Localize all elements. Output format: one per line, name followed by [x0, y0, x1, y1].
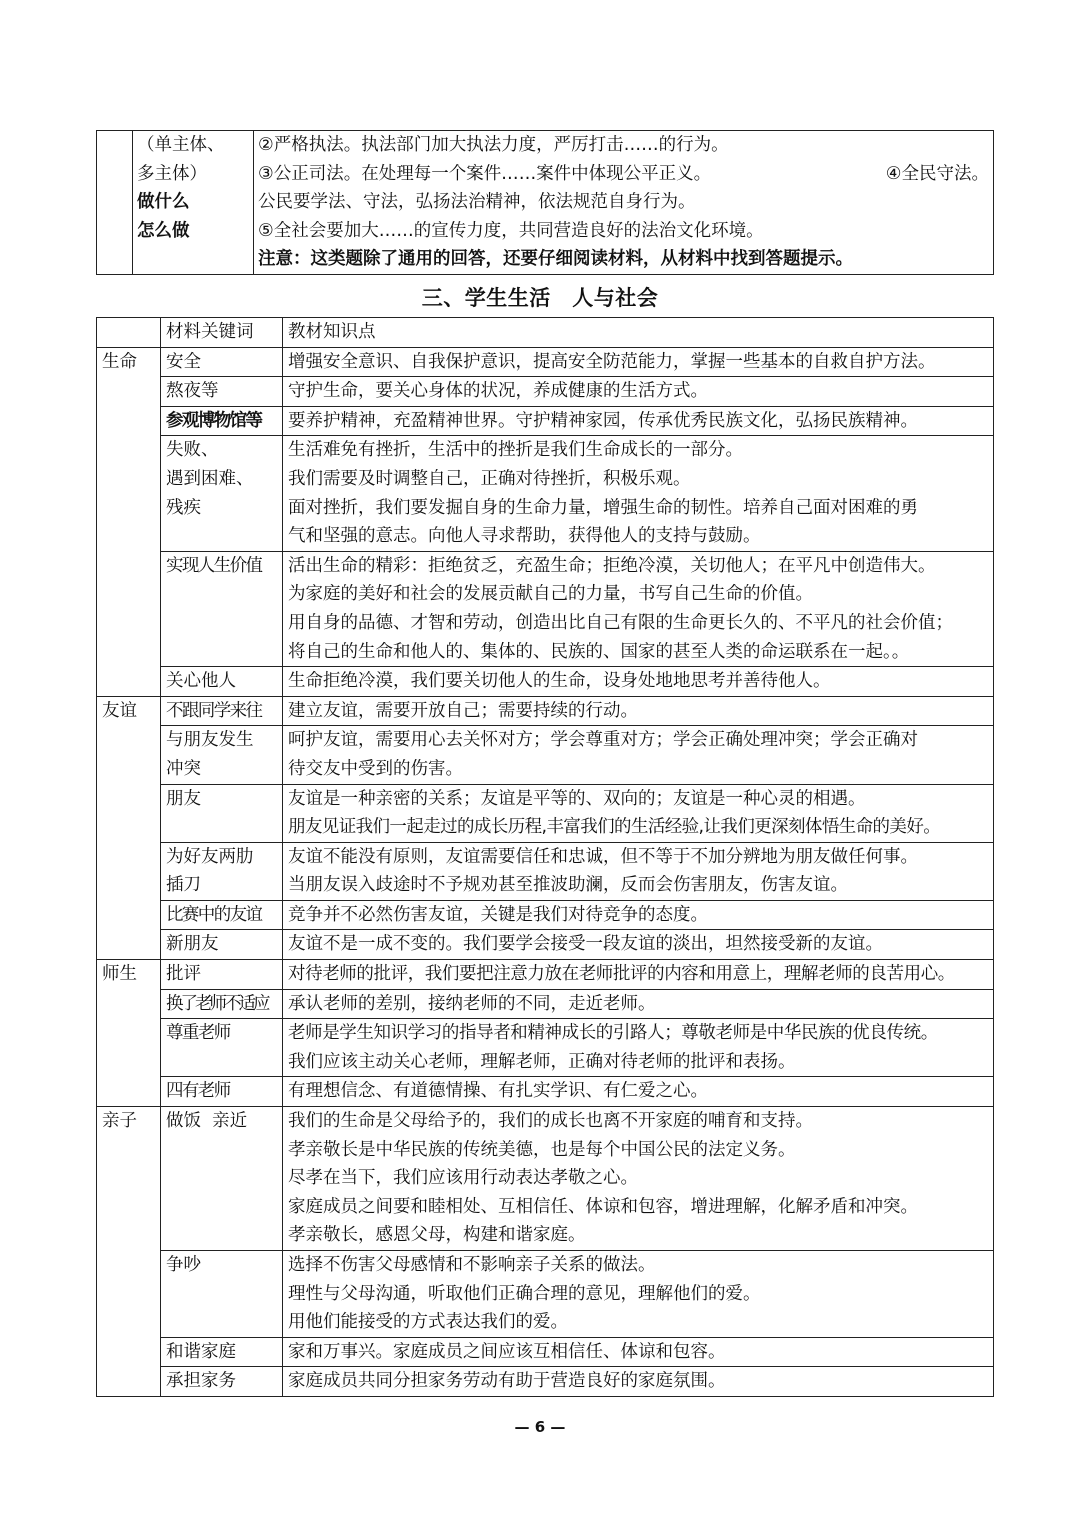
knowledge-line: 要养护精神，充盈精神世界。守护精神家园，传承优秀民族文化，弘扬民族精神。	[288, 410, 918, 431]
keyword-cell	[161, 696, 283, 726]
knowledge-line: 气和坚强的意志。向他人寻求帮助，获得他人的支持与鼓励。	[288, 526, 761, 547]
table-row	[97, 900, 994, 930]
table-row	[97, 131, 994, 275]
knowledge-line: 有理想信念、有道德情操、有扎实学识、有仁爱之心。	[288, 1081, 708, 1102]
knowledge-line: 面对挫折，我们要发掘自身的生命力量，增强生命的韧性。培养自己面对困难的勇	[288, 497, 918, 518]
knowledge-line: 用自身的品德、才智和劳动，创造出比自己有限的生命更长久的、不平凡的社会价值；	[288, 612, 953, 633]
knowledge-line: 选择不伤害父母感情和不影响亲子关系的做法。	[288, 1255, 656, 1275]
knowledge-line: 孝亲敬长，感恩父母，构建和谐家庭。	[288, 1225, 586, 1246]
category-cell: 友谊	[97, 696, 161, 959]
label-line: （单主体、	[137, 135, 225, 155]
keyword-cell	[161, 1367, 283, 1397]
knowledge-line: 待交友中受到的伤害。	[288, 758, 463, 779]
knowledge-cell	[283, 930, 994, 960]
knowledge-cell	[283, 347, 994, 377]
keyword-line: 安全	[166, 351, 201, 372]
knowledge-cell	[283, 960, 994, 990]
knowledge-cell	[283, 1251, 994, 1338]
knowledge-line: 建立友谊，需要开放自己；需要持续的行动。	[288, 700, 638, 721]
keyword-cell	[161, 667, 283, 697]
table-row	[97, 667, 994, 697]
knowledge-cell	[283, 784, 994, 842]
keyword-cell	[161, 784, 283, 842]
empty-cell	[97, 131, 133, 275]
knowledge-line: 竞争并不必然伤害友谊，关键是我们对待竞争的态度。	[288, 904, 708, 925]
table-row	[97, 930, 994, 960]
knowledge-cell	[283, 1107, 994, 1251]
table-row	[97, 989, 994, 1019]
knowledge-line: 活出生命的精彩：拒绝贫乏，充盈生命；拒绝冷漠，关切他人；在平凡中创造伟大。	[288, 555, 936, 576]
knowledge-line: 我们需要及时调整自己，正确对待挫折，积极乐观。	[288, 468, 691, 489]
keyword-line: 冲突	[166, 758, 201, 779]
section-title: 三、学生生活 人与社会	[421, 286, 659, 310]
continuation-table	[96, 130, 994, 275]
keyword-cell	[161, 930, 283, 960]
keyword-cell	[161, 960, 283, 990]
knowledge-line: 当朋友误入歧途时不予规劝甚至推波助澜，反而会伤害朋友，伤害友谊。	[288, 875, 848, 896]
keyword-cell	[161, 989, 283, 1019]
page-number: — 6 —	[514, 1418, 566, 1436]
knowledge-line: 友谊不是一成不变的。我们要学会接受一段友谊的淡出，坦然接受新的友谊。	[288, 934, 883, 955]
table-row	[97, 784, 994, 842]
table-row	[97, 347, 994, 377]
keyword-line: 关心他人	[166, 671, 236, 692]
knowledge-cell	[283, 436, 994, 551]
knowledge-cell	[283, 406, 994, 436]
header-cell	[97, 318, 161, 348]
table-row	[97, 1367, 994, 1397]
knowledge-line: 为家庭的美好和社会的发展贡献自己的力量，书写自己生命的价值。	[288, 584, 813, 605]
knowledge-cell	[283, 1367, 994, 1397]
knowledge-line: 孝亲敬长是中华民族的传统美德，也是每个中国公民的法定义务。	[288, 1139, 796, 1160]
knowledge-line: 守护生命，要关心身体的状况，养成健康的生活方式。	[288, 381, 708, 402]
keyword-line: 不跟同学来往	[166, 700, 262, 721]
knowledge-line: 承认老师的差别，接纳老师的不同，走近老师。	[288, 993, 656, 1014]
knowledge-cell	[283, 1337, 994, 1367]
table-row	[97, 1107, 994, 1251]
keyword-line: 残疾	[166, 497, 201, 518]
keyword-cell	[161, 726, 283, 784]
keyword-cell	[161, 377, 283, 407]
label-line: 多主体）	[137, 163, 207, 184]
table-row	[97, 960, 994, 990]
table-row	[97, 1077, 994, 1107]
table-row	[97, 551, 994, 666]
content-line: ③公正司法。在处理每一个案件……案件中体现公平正义。 ④全民守法。	[258, 160, 989, 189]
keyword-cell	[161, 406, 283, 436]
keyword-line: 参观博物馆等	[166, 410, 262, 431]
knowledge-line: 尽孝在当下，我们应该用行动表达孝敬之心。	[288, 1168, 638, 1189]
knowledge-line: 增强安全意识、自我保护意识，提高安全防范能力，掌握一些基本的自救自护方法。	[288, 351, 936, 372]
table-row	[97, 842, 994, 900]
table-row	[97, 1019, 994, 1077]
label-cell	[133, 131, 254, 275]
keyword-cell	[161, 900, 283, 930]
keyword-line: 和谐家庭	[166, 1341, 236, 1362]
table-row	[97, 726, 994, 784]
header-cell: 教材知识点	[283, 318, 994, 348]
keyword-line: 为好友两肋	[166, 846, 254, 867]
knowledge-line: 将自己的生命和他人的、集体的、民族的、国家的甚至人类的命运联系在一起。。	[288, 641, 910, 662]
keyword-cell	[161, 1077, 283, 1107]
keyword-cell	[161, 347, 283, 377]
keyword-line: 熬夜等	[166, 381, 219, 402]
knowledge-cell	[283, 900, 994, 930]
keyword-line: 失败、	[166, 440, 219, 461]
knowledge-line: 朋友见证我们一起走过的成长历程,丰富我们的生活经验,让我们更深刻体悟生命的美好。	[288, 817, 941, 838]
knowledge-cell	[283, 667, 994, 697]
category-cell: 生命	[97, 347, 161, 696]
keyword-cell	[161, 1251, 283, 1338]
label-line: 怎么做	[137, 220, 190, 241]
header-cell: 材料关键词	[161, 318, 283, 348]
category-cell: 亲子	[97, 1107, 161, 1397]
category-cell: 师生	[97, 960, 161, 1107]
knowledge-line: 家和万事兴。家庭成员之间应该互相信任、体谅和包容。	[288, 1341, 726, 1362]
table-row	[97, 406, 994, 436]
knowledge-line: 我们的生命是父母给予的，我们的成长也离不开家庭的哺育和支持。	[288, 1111, 813, 1132]
knowledge-line: 生命拒绝冷漠，我们要关切他人的生命，设身处地地思考并善待他人。	[288, 671, 831, 692]
keyword-line: 比赛中的友谊	[166, 904, 262, 925]
knowledge-line: 用他们能接受的方式表达我们的爱。	[288, 1312, 568, 1333]
note-line: 注意：这类题除了通用的回答，还要仔细阅读材料，从材料中找到答题提示。	[258, 249, 853, 270]
keyword-line: 遇到困难、	[166, 468, 254, 489]
knowledge-line: 呵护友谊，需要用心去关怀对方；学会尊重对方；学会正确处理冲突；学会正确对	[288, 730, 918, 751]
label-line: 做什么	[137, 192, 190, 213]
keyword-cell	[161, 1107, 283, 1251]
table-row	[97, 377, 994, 407]
knowledge-line: 老师是学生知识学习的指导者和精神成长的引路人；尊敬老师是中华民族的优良传统。	[288, 1023, 938, 1044]
keyword-cell	[161, 842, 283, 900]
content-line: ④全民守法。	[885, 163, 989, 184]
keyword-line: 与朋友发生	[166, 730, 254, 751]
keyword-cell	[161, 436, 283, 551]
table-header-row	[97, 318, 994, 348]
knowledge-line: 对待老师的批评，我们要把注意力放在老师批评的内容和用意上，理解老师的良苦用心。	[288, 964, 955, 985]
knowledge-cell	[283, 726, 994, 784]
knowledge-cell	[283, 989, 994, 1019]
content-cell	[254, 131, 994, 275]
keyword-line: 承担家务	[166, 1371, 236, 1392]
knowledge-cell	[283, 696, 994, 726]
knowledge-line: 我们应该主动关心老师，理解老师，正确对待老师的批评和表扬。	[288, 1051, 796, 1072]
table-row	[97, 1337, 994, 1367]
knowledge-line: 友谊是一种亲密的关系；友谊是平等的、双向的；友谊是一种心灵的相遇。	[288, 788, 866, 809]
keyword-line: 换了老师不适应	[166, 993, 268, 1014]
keyword-line: 争吵	[166, 1255, 201, 1275]
keyword-line: 实现人生价值	[166, 555, 262, 576]
keyword-cell	[161, 1019, 283, 1077]
keyword-cell	[161, 551, 283, 666]
knowledge-cell	[283, 551, 994, 666]
keyword-cell	[161, 1337, 283, 1367]
knowledge-line: 家庭成员之间要和睦相处、互相信任、体谅和包容，增进理解，化解矛盾和冲突。	[288, 1196, 918, 1217]
table-row	[97, 436, 994, 551]
keyword-line: 尊重老师	[166, 1023, 230, 1044]
keyword-line: 做饭 亲近	[166, 1111, 248, 1132]
keyword-line: 朋友	[166, 788, 201, 809]
keyword-line: 插刀	[166, 875, 201, 896]
knowledge-line: 家庭成员共同分担家务劳动有助于营造良好的家庭氛围。	[288, 1371, 726, 1392]
content-line: ②严格执法。执法部门加大执法力度，严厉打击……的行为。	[258, 135, 729, 155]
keyword-line: 四有老师	[166, 1081, 230, 1102]
knowledge-cell	[283, 1077, 994, 1107]
knowledge-cell	[283, 1019, 994, 1077]
knowledge-table	[96, 317, 994, 1397]
knowledge-line: 友谊不能没有原则，友谊需要信任和忠诚，但不等于不加分辨地为朋友做任何事。	[288, 846, 918, 867]
knowledge-line: 理性与父母沟通，听取他们正确合理的意见，理解他们的爱。	[288, 1283, 761, 1304]
table-row	[97, 1251, 994, 1338]
content-line: ⑤全社会要加大……的宣传力度，共同营造良好的法治文化环境。	[258, 220, 764, 241]
knowledge-line: 生活难免有挫折，生活中的挫折是我们生命成长的一部分。	[288, 440, 743, 461]
keyword-line: 批评	[166, 964, 201, 985]
knowledge-cell	[283, 842, 994, 900]
keyword-line: 新朋友	[166, 934, 219, 955]
table-row	[97, 696, 994, 726]
knowledge-cell	[283, 377, 994, 407]
content-line: 公民要学法、守法，弘扬法治精神，依法规范自身行为。	[258, 192, 696, 213]
